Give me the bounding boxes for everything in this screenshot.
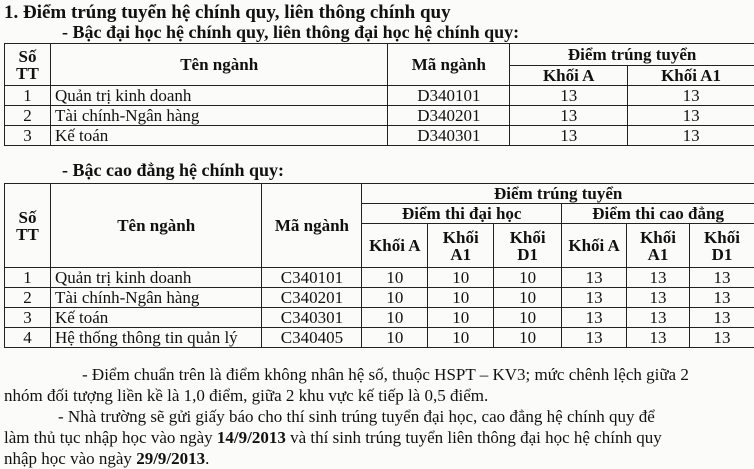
cell-khoi-a: 13 [510,86,628,106]
note-line-4 [4,427,662,448]
header-c-khoi-a: Khối A [562,224,627,268]
cell-u-khoi-d1: 10 [494,308,562,328]
cell-c-khoi-d1: 13 [690,308,754,328]
cell-u-khoi-a1: 10 [428,288,494,308]
cell-khoi-a: 13 [510,126,628,146]
university-subtitle: - Bậc đại học hệ chính quy, liên thông đại học hệ chính quy: [62,22,520,42]
table-row [5,268,754,288]
college-score-table [4,183,754,348]
header-stt: Số TT [5,44,51,86]
header-university-exam: Điểm thi đại học [362,204,562,224]
cell-name: Kế toán [50,126,387,146]
cell-u-khoi-a: 10 [362,268,428,288]
cell-u-khoi-a: 10 [362,328,428,348]
table-row [5,308,754,328]
cell-stt: 2 [5,106,51,126]
cell-code: D340201 [388,106,510,126]
cell-khoi-a1: 13 [628,106,754,126]
header-khoi-a1: Khối A1 [628,66,754,86]
cell-khoi-a: 13 [510,106,628,126]
cell-stt: 1 [5,268,51,288]
header-score: Điểm trúng tuyển [362,184,754,204]
header-name: Tên ngành [50,44,387,86]
cell-stt: 1 [5,86,51,106]
cell-name: Kế toán [50,308,262,328]
cell-u-khoi-d1: 10 [494,268,562,288]
table-row [5,86,754,106]
note-line-4-start: làm thủ tục nhập học vào ngày [4,428,217,447]
note-line-5 [4,448,209,469]
cell-c-khoi-a: 13 [562,288,627,308]
cell-c-khoi-a: 13 [562,308,627,328]
header-code: Mã ngành [388,44,510,86]
cell-code: C340201 [262,288,362,308]
college-subtitle: - Bậc cao đẳng hệ chính quy: [62,160,285,180]
header-c-khoi-a1: Khối A1 [627,224,690,268]
cell-name: Quản trị kinh doanh [50,86,387,106]
cell-name: Hệ thống thông tin quản lý [50,328,262,348]
cell-name: Quản trị kinh doanh [50,268,262,288]
cell-khoi-a1: 13 [628,126,754,146]
cell-u-khoi-d1: 10 [494,288,562,308]
cell-c-khoi-a1: 13 [627,288,690,308]
cell-c-khoi-a1: 13 [627,268,690,288]
cell-code: C340301 [262,308,362,328]
cell-c-khoi-d1: 13 [690,288,754,308]
cell-stt: 3 [5,308,51,328]
cell-code: D340101 [388,86,510,106]
cell-c-khoi-a1: 13 [627,328,690,348]
cell-code: C340101 [262,268,362,288]
cell-stt: 4 [5,328,51,348]
cell-u-khoi-d1: 10 [494,328,562,348]
cell-name: Tài chính-Ngân hàng [50,288,262,308]
cell-c-khoi-a: 13 [562,328,627,348]
cell-u-khoi-a: 10 [362,288,428,308]
header-score: Điểm trúng tuyển [510,44,754,66]
cell-c-khoi-d1: 13 [690,328,754,348]
cell-khoi-a1: 13 [628,86,754,106]
header-u-khoi-a1: Khối A1 [428,224,494,268]
cell-u-khoi-a1: 10 [428,268,494,288]
section-title: 1. Điểm trúng tuyển hệ chính quy, liên thông chính quy [4,2,451,23]
cell-c-khoi-a1: 13 [627,308,690,328]
table-row [5,106,754,126]
header-college-exam: Điểm thi cao đẳng [562,204,754,224]
cell-c-khoi-d1: 13 [690,268,754,288]
cell-c-khoi-a: 13 [562,268,627,288]
note-line-1: - Điểm chuẩn trên là điểm không nhân hệ số, thuộc HSPT – KV3; mức chênh lệch giữa 2 [82,365,689,384]
cell-u-khoi-a: 10 [362,308,428,328]
header-code: Mã ngành [262,184,362,268]
cell-code: C340405 [262,328,362,348]
note-line-5-end: . [205,449,210,468]
college-enrollment-date: 14/9/2013 [216,428,286,447]
cell-u-khoi-a1: 10 [428,328,494,348]
transfer-enrollment-date: 29/9/2013 [136,449,206,468]
header-c-khoi-d1: Khối D1 [690,224,754,268]
table-row [5,328,754,348]
note-line-3: - Nhà trường sẽ gửi giấy báo cho thí sinh trúng tuyển đại học, cao đẳng hệ chính quy để [58,407,655,426]
cell-code: D340301 [388,126,510,146]
table-row [5,126,754,146]
cell-stt: 3 [5,126,51,146]
header-stt: Số TT [5,184,51,268]
cell-stt: 2 [5,288,51,308]
note-line-5-start: nhập học vào ngày [4,449,137,468]
cell-u-khoi-a1: 10 [428,308,494,328]
header-u-khoi-a: Khối A [362,224,428,268]
university-score-table [4,43,754,146]
header-khoi-a: Khối A [510,66,628,86]
header-u-khoi-d1: Khối D1 [494,224,562,268]
cell-name: Tài chính-Ngân hàng [50,106,387,126]
header-name: Tên ngành [50,184,262,268]
note-line-2: nhóm đối tượng liền kề là 1,0 điểm, giữa 2 khu vực kế tiếp là 0,5 điểm. [4,386,489,405]
note-line-4-end: và thí sinh trúng tuyển liên thông đại học hệ chính quy [285,428,662,447]
table-row [5,288,754,308]
